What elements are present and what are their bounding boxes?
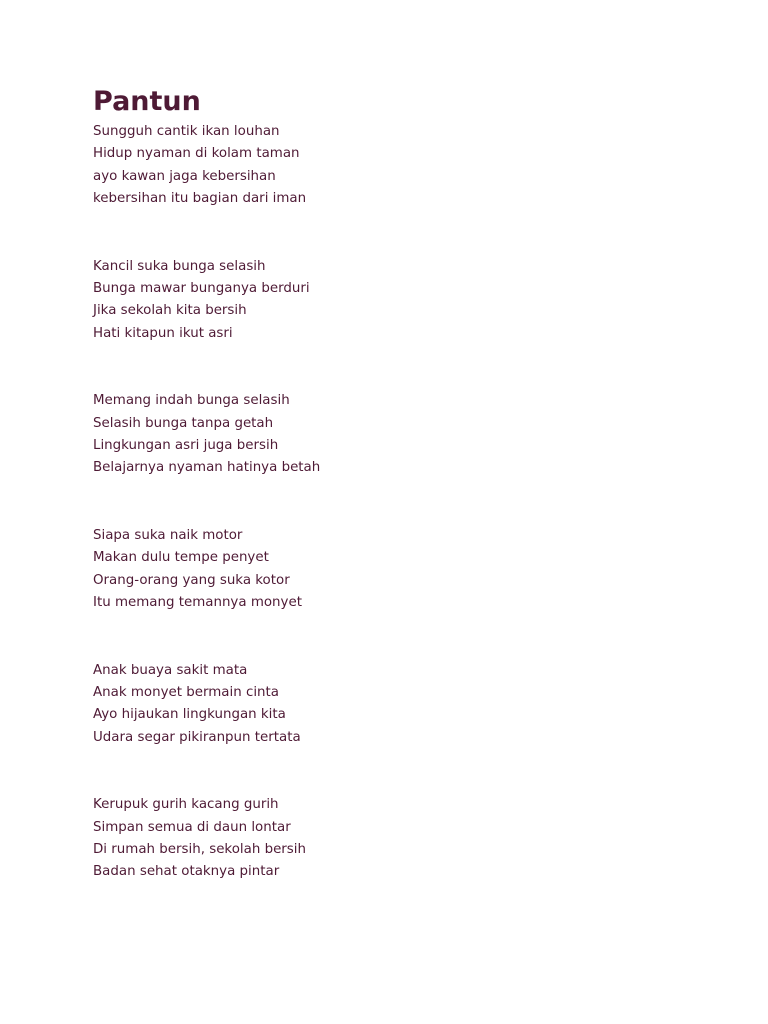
- stanza-line: Itu memang temannya monyet: [93, 595, 302, 611]
- stanza-6: [93, 794, 693, 884]
- stanza-1: [93, 121, 693, 211]
- stanza-line: Selasih bunga tanpa getah: [93, 415, 274, 431]
- document-title: Pantun: [93, 86, 201, 117]
- stanza-line: Jika sekolah kita bersih: [93, 303, 247, 319]
- stanza-line: Lingkungan asri juga bersih: [93, 438, 279, 454]
- stanza-line: Simpan semua di daun lontar: [93, 819, 291, 835]
- stanza-3: [93, 390, 693, 480]
- stanza-line: Ayo hijaukan lingkungan kita: [93, 707, 286, 723]
- stanza-line: Belajarnya nyaman hatinya betah: [93, 460, 321, 476]
- stanza-line: Badan sehat otaknya pintar: [93, 864, 280, 880]
- stanza-line: Sungguh cantik ikan louhan: [93, 124, 280, 139]
- stanza-line: Anak buaya sakit mata: [93, 662, 248, 678]
- stanza-line: Anak monyet bermain cinta: [93, 684, 280, 700]
- stanza-line: kebersihan itu bagian dari iman: [93, 191, 307, 207]
- stanza-line: Hati kitapun ikut asri: [93, 325, 233, 341]
- stanza-4: [93, 525, 693, 615]
- stanza-line: Hidup nyaman di kolam taman: [93, 146, 300, 162]
- stanza-line: Udara segar pikiranpun tertata: [93, 729, 301, 745]
- stanza-line: Kerupuk gurih kacang gurih: [93, 797, 279, 813]
- stanza-line: Kancil suka bunga selasih: [93, 258, 266, 274]
- stanza-2: [93, 256, 693, 346]
- stanza-line: Makan dulu tempe penyet: [93, 550, 269, 566]
- stanza-line: Siapa suka naik motor: [93, 527, 243, 543]
- stanza-5: [93, 660, 693, 750]
- stanza-line: Orang-orang yang suka kotor: [93, 572, 290, 588]
- document-body: [93, 84, 693, 884]
- stanza-line: ayo kawan jaga kebersihan: [93, 168, 276, 184]
- stanza-line: Memang indah bunga selasih: [93, 393, 290, 409]
- stanza-line: Di rumah bersih, sekolah bersih: [93, 841, 306, 857]
- stanza-line: Bunga mawar bunganya berduri: [93, 281, 310, 297]
